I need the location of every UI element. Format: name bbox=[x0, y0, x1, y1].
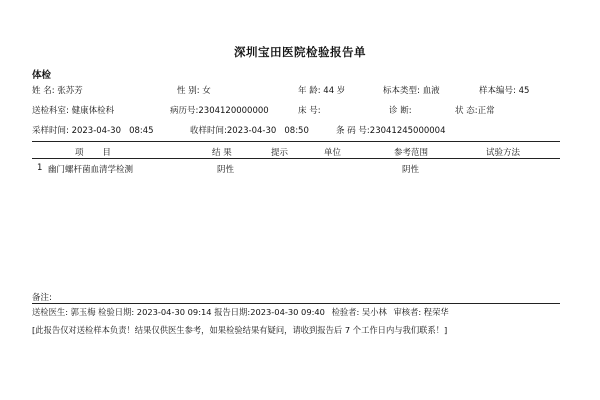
patient-sex-value: 女 bbox=[202, 86, 211, 96]
specimen-type-label: 标本类型: bbox=[383, 86, 420, 96]
table-top-rule bbox=[32, 141, 560, 142]
patient-sex-label: 性 别: bbox=[177, 86, 200, 96]
dept-label: 送检科室: bbox=[32, 106, 69, 116]
barcode-field bbox=[336, 124, 446, 136]
row-item: 幽门螺杆菌血清学检测 bbox=[48, 165, 134, 175]
sample-time-field bbox=[32, 124, 154, 136]
reviewer-value: 程荣华 bbox=[423, 307, 449, 317]
receive-time-value: 2023-04-30 08:50 bbox=[226, 126, 309, 136]
record-no-label: 病历号: bbox=[170, 106, 199, 116]
specimen-type-value: 血液 bbox=[422, 86, 440, 96]
diagnosis-field bbox=[389, 104, 412, 116]
status-value: 正常 bbox=[477, 106, 495, 116]
bed-label: 床 号: bbox=[298, 106, 321, 116]
report-date-label: 报告日期: bbox=[214, 307, 251, 317]
sample-time-value: 2023-04-30 08:45 bbox=[71, 126, 154, 136]
receive-time-field bbox=[190, 124, 309, 136]
footer-rule bbox=[32, 303, 560, 304]
tester-label: 检验者: bbox=[331, 307, 360, 317]
row-result: 阴性 bbox=[217, 165, 235, 175]
signature-line bbox=[32, 306, 449, 318]
col-header-result: 结 果 bbox=[212, 148, 232, 158]
barcode-value: 23041245000004 bbox=[369, 126, 446, 136]
remark-label: 备注: bbox=[32, 293, 52, 303]
row-reference: 阴性 bbox=[402, 165, 420, 175]
status-label: 状 态: bbox=[455, 106, 478, 116]
receive-time-label: 收样时间: bbox=[190, 126, 227, 136]
reviewer-label: 审核者: bbox=[393, 307, 422, 317]
report-title: 深圳宝田医院检验报告单 bbox=[234, 45, 366, 59]
report-section: 体检 bbox=[32, 70, 52, 81]
specimen-no-value: 45 bbox=[518, 86, 530, 96]
dept-value: 健康体检科 bbox=[71, 106, 115, 116]
record-no-value: 2304120000000 bbox=[198, 106, 269, 116]
col-header-unit: 单位 bbox=[324, 148, 342, 158]
patient-age-label: 年 龄: bbox=[298, 86, 321, 96]
patient-age-value: 44 岁 bbox=[323, 86, 346, 96]
remark-field bbox=[32, 291, 52, 303]
diagnosis-label: 诊 断: bbox=[389, 106, 412, 116]
col-header-hint: 提示 bbox=[271, 148, 289, 158]
patient-age-field bbox=[298, 84, 345, 96]
doctor-value: 郭玉梅 bbox=[70, 307, 96, 317]
sample-time-label: 采样时间: bbox=[32, 126, 69, 136]
patient-name-value: 张苏芳 bbox=[57, 86, 83, 96]
status-field bbox=[455, 104, 495, 116]
record-no-field bbox=[170, 104, 269, 116]
test-date-value: 2023-04-30 09:14 bbox=[136, 307, 212, 317]
table-header-rule bbox=[32, 158, 560, 159]
tester-value: 吴小林 bbox=[361, 307, 387, 317]
disclaimer-text: [此报告仅对送检样本负责！结果仅供医生参考，如果检验结果有疑问，请收到报告后 7 个工作日内与我们联系！] bbox=[32, 325, 448, 335]
row-index: 1 bbox=[37, 163, 43, 173]
specimen-no-label: 样本编号: bbox=[479, 86, 516, 96]
doctor-label: 送检医生: bbox=[32, 307, 68, 317]
patient-name-label: 姓 名: bbox=[32, 86, 55, 96]
patient-name-field bbox=[32, 84, 83, 96]
barcode-label: 条 码 号: bbox=[336, 126, 370, 136]
specimen-type-field bbox=[383, 84, 440, 96]
report-date-value: 2023-04-30 09:40 bbox=[250, 307, 325, 317]
test-date-label: 检验日期: bbox=[98, 307, 135, 317]
patient-sex-field bbox=[177, 84, 211, 96]
dept-field bbox=[32, 104, 114, 116]
specimen-no-field bbox=[479, 84, 529, 96]
col-header-reference: 参考范围 bbox=[394, 148, 429, 158]
col-header-item: 项 目 bbox=[75, 148, 111, 158]
bed-field bbox=[298, 104, 321, 116]
col-header-method: 试验方法 bbox=[486, 148, 521, 158]
